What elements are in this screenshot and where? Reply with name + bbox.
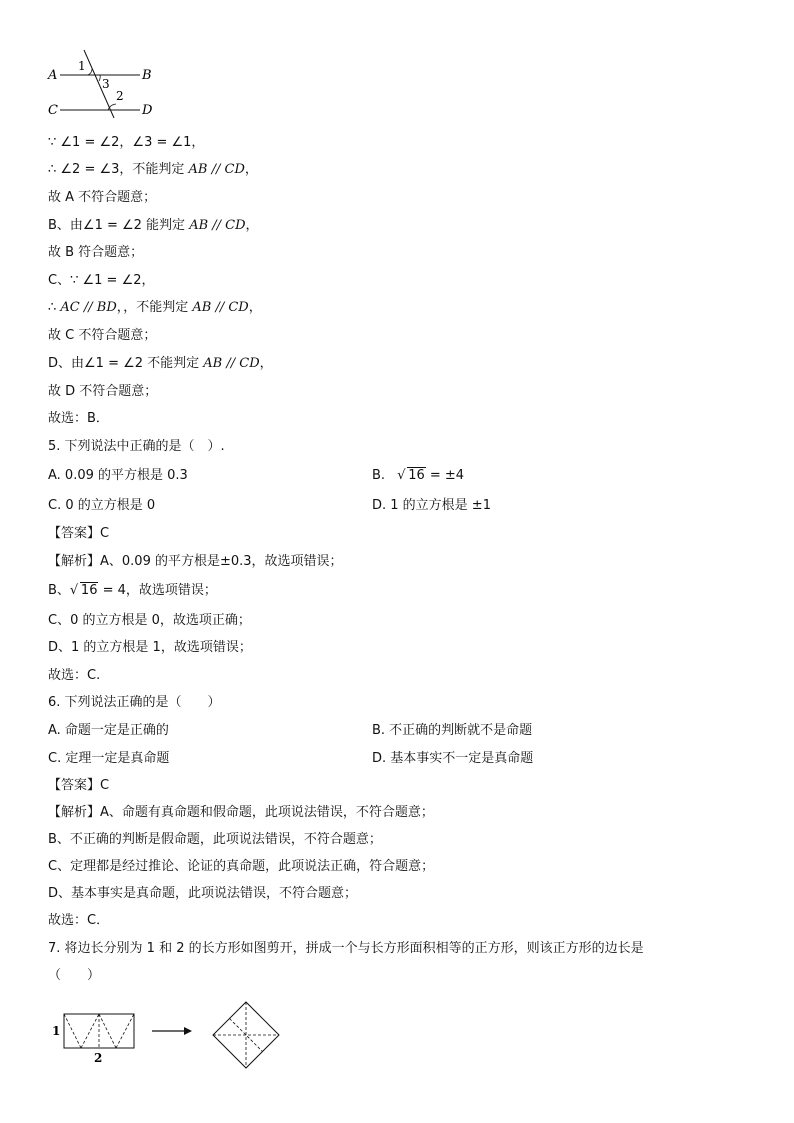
math-expr: AB // CD (203, 356, 260, 371)
q5-option-a: A. 0.09 的平方根是 0.3 (48, 468, 188, 483)
label-d: D (142, 103, 153, 118)
text-run: B、 (48, 583, 70, 598)
math-expr: AB // CD (192, 300, 249, 315)
solution-line: 故选：B． (48, 411, 109, 426)
cut-line (99, 1014, 116, 1048)
arrow-head-icon (184, 1027, 192, 1035)
solution-line: ∵ ∠1 = ∠2，∠3 = ∠1， (48, 135, 205, 150)
q5-analysis: D、1 的立方根是 1，故选项错误； (48, 640, 252, 655)
q5-option-c: C. 0 的立方根是 0 (48, 498, 156, 513)
angle-arc-1 (88, 69, 92, 75)
q6-option-d: D. 基本事实不一定是真命题 (372, 751, 534, 766)
q6-option-b: B. 不正确的判断就不是命题 (372, 723, 533, 738)
radicand: 16 (408, 468, 425, 483)
cut-rectangle-figure (46, 1000, 296, 1080)
text-run: D、由∠1 = ∠2 不能判定 (48, 356, 204, 371)
q5-option-b (372, 467, 464, 485)
solution-line (48, 161, 258, 179)
solution-line: 故 D 不符合题意； (48, 384, 158, 399)
option-letter: B. (372, 468, 386, 483)
solution-line: 故 A 不符合题意； (48, 190, 157, 205)
text-run: B、由∠1 = ∠2 能判定 (48, 218, 190, 233)
text-run: ∴ (48, 300, 61, 315)
cut-line (64, 1014, 81, 1048)
question-5-stem: 5. 下列说法中正确的是（ ）. (48, 439, 225, 454)
q6-analysis: C、定理都是经过推论、论证的真命题，此项说法正确，符合题意； (48, 859, 435, 874)
angle-label-2: 2 (116, 89, 124, 103)
cut-line (81, 1014, 99, 1048)
q6-analysis: 故选：C． (48, 913, 110, 928)
label-b: B (142, 68, 152, 83)
parallel-lines-figure (44, 48, 164, 120)
q6-analysis: 【解析】A、命题有真命题和假命题，此项说法错误，不符合题意； (48, 805, 434, 820)
solution-line: 故 B 符合题意； (48, 245, 144, 260)
q6-option-a: A. 命题一定是正确的 (48, 723, 169, 738)
angle-label-1: 1 (78, 59, 86, 73)
label-c: C (48, 103, 58, 118)
solution-line: 故 C 不符合题意； (48, 328, 157, 343)
question-7-stem: 7. 将边长分别为 1 和 2 的长方形如图剪开，拼成一个与长方形面积相等的正方形，则该正方形的边长是 (48, 941, 644, 956)
solution-line (48, 355, 273, 373)
text-run: ∴ ∠2 = ∠3，不能判定 (48, 162, 189, 177)
sqrt-expr: √ 16 (397, 468, 425, 483)
q5-option-d: D. 1 的立方根是 ±1 (372, 498, 491, 513)
q5-analysis: C、0 的立方根是 0，故选项正确； (48, 613, 251, 628)
side-label-1: 1 (52, 1024, 61, 1038)
q5-analysis: 故选：C. (48, 668, 101, 683)
text-run: ， (259, 356, 273, 371)
q6-analysis: B、不正确的判断是假命题，此项说法错误，不符合题意； (48, 832, 382, 847)
q5-answer: 【答案】C (48, 526, 110, 541)
q6-analysis: D、基本事实是真命题，此项说法错误，不符合题意； (48, 886, 358, 901)
angle-arc-3 (99, 75, 100, 81)
angle-label-3: 3 (102, 77, 110, 91)
q5-analysis: 【解析】A、0.09 的平方根是±0.3，故选项错误； (48, 554, 343, 569)
q5-analysis (48, 582, 217, 600)
solution-line: C、∵ ∠1 = ∠2， (48, 273, 155, 288)
sqrt-expr: √ 16 (69, 583, 98, 598)
math-expr: AB // CD (188, 162, 245, 177)
solution-line (48, 217, 259, 235)
text-run: ， (244, 162, 258, 177)
math-expr: AC // BD (60, 300, 117, 315)
text-run: ， (245, 218, 259, 233)
radicand: 16 (80, 583, 98, 598)
solution-line (48, 299, 262, 317)
text-run: = 4，故选项错误； (98, 583, 217, 598)
side-label-2: 2 (94, 1051, 103, 1065)
text-run: ， (248, 300, 262, 315)
q6-option-c: C. 定理一定是真命题 (48, 751, 170, 766)
text-run: = ±4 (425, 468, 465, 483)
text-run: ，，不能判定 (116, 300, 193, 315)
cut-line (116, 1014, 134, 1048)
label-a: A (48, 68, 58, 83)
math-expr: AB // CD (189, 218, 246, 233)
q6-answer: 【答案】C (48, 778, 110, 793)
angle-arc-2 (108, 104, 116, 110)
question-7-paren: （ ） (48, 968, 101, 983)
question-6-stem: 6. 下列说法正确的是（ ） (48, 695, 221, 710)
